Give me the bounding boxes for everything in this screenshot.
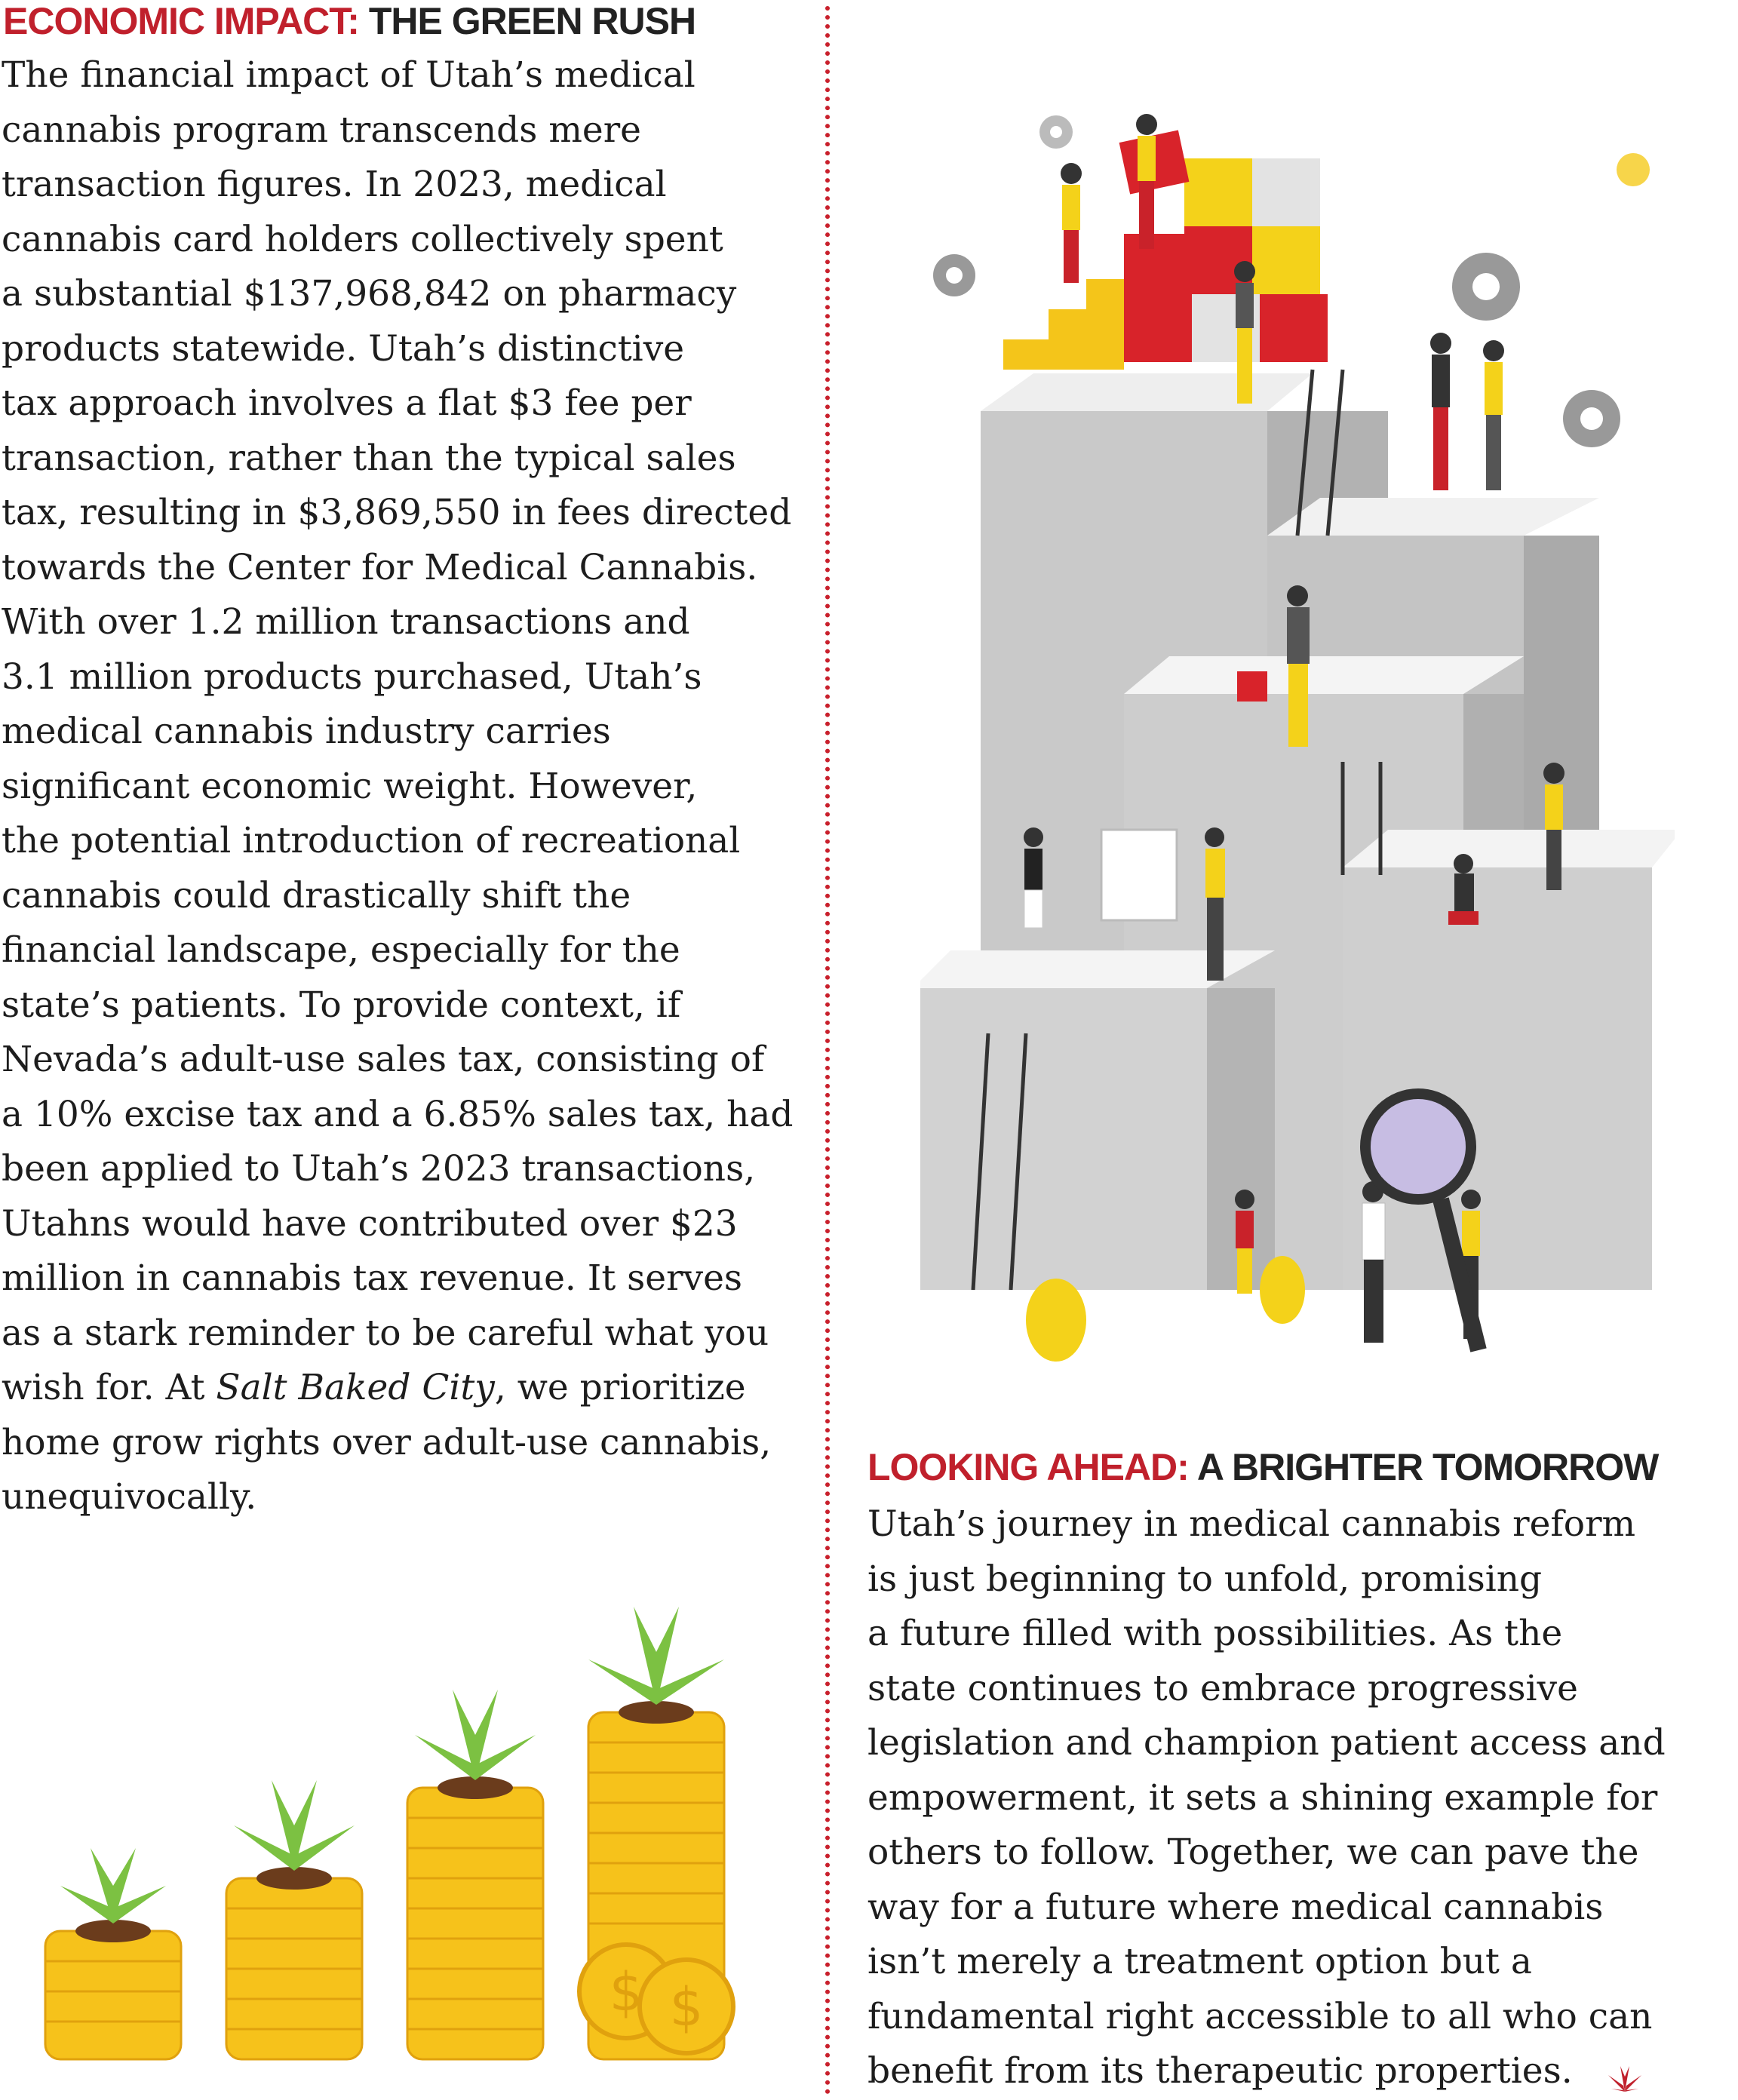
- looking-ahead-body: [867, 1497, 1666, 2099]
- body-line: way for a future where medical cannabis: [867, 1886, 1604, 1928]
- body-line: With over 1.2 million transactions and: [2, 601, 690, 643]
- body-line: medical cannabis industry carries: [2, 711, 611, 752]
- heading-lead: LOOKING AHEAD:: [867, 1446, 1189, 1488]
- body-line: Utah’s journey in medical cannabis reform: [867, 1503, 1636, 1545]
- body-line: Utahns would have contributed over $23: [2, 1202, 738, 1245]
- body-line: a substantial $137,968,842 on pharmacy: [2, 273, 737, 315]
- body-line: home grow rights over adult-use cannabis,: [2, 1421, 772, 1463]
- body-line: transaction, rather than the typical sales: [2, 437, 736, 479]
- looking-ahead-heading: [867, 1445, 1658, 1490]
- body-line: is just beginning to unfold, promising: [867, 1558, 1543, 1600]
- body-line: state continues to embrace progressive: [867, 1667, 1578, 1709]
- body-line: the potential introduction of recreational: [2, 820, 741, 861]
- body-line: 3.1 million products purchased, Utah’s: [2, 655, 702, 698]
- body-text-fragment: , we prioritize: [494, 1367, 746, 1408]
- economic-impact-heading: [3, 0, 696, 44]
- body-line: cannabis program transcends mere: [2, 109, 641, 151]
- teamwork-illustration: [920, 113, 1675, 1365]
- heading-lead: ECONOMIC IMPACT:: [3, 0, 359, 42]
- body-line: state’s patients. To provide context, if: [2, 984, 681, 1026]
- body-line: towards the Center for Medical Cannabis.: [2, 546, 758, 588]
- svg-text:$: $: [669, 1976, 704, 2038]
- body-line: Nevada’s adult-use sales tax, consisting of: [2, 1039, 765, 1080]
- publication-name: Salt Baked City: [216, 1367, 495, 1408]
- body-line: The financial impact of Utah’s medical: [2, 54, 696, 96]
- coins-illustration: [30, 1599, 785, 2082]
- body-line: fundamental right accessible to all who can: [867, 1995, 1653, 2037]
- body-text-fragment: wish for. At: [2, 1367, 216, 1408]
- body-line: tax approach involves a flat $3 fee per: [2, 382, 692, 424]
- body-line: empowerment, it sets a shining example for: [867, 1776, 1658, 1819]
- body-line: as a stark reminder to be careful what you: [2, 1312, 769, 1354]
- body-line: unequivocally.: [2, 1476, 257, 1518]
- body-line: cannabis could drastically shift the: [2, 874, 631, 916]
- body-line: benefit from its therapeutic properties.: [867, 2050, 1573, 2092]
- body-line: cannabis card holders collectively spent: [2, 218, 723, 260]
- economic-impact-body: [2, 48, 794, 1525]
- svg-text:$: $: [609, 1961, 643, 2023]
- cannabis-leaf-icon: [1605, 2055, 1644, 2095]
- body-line: tax, resulting in $3,869,550 in fees directed: [2, 492, 792, 533]
- heading-rest: A BRIGHTER TOMORROW: [1196, 1446, 1659, 1488]
- body-line: isn’t merely a treatment option but a: [867, 1941, 1532, 1982]
- body-line: others to follow. Together, we can pave the: [867, 1831, 1639, 1873]
- body-line: significant economic weight. However,: [2, 765, 698, 807]
- body-line: [2, 1361, 794, 1416]
- body-line: a future filled with possibilities. As the: [867, 1613, 1563, 1654]
- body-line: million in cannabis tax revenue. It serves: [2, 1257, 743, 1299]
- heading-rest: THE GREEN RUSH: [368, 0, 696, 42]
- column-divider: [825, 6, 830, 2095]
- body-line: financial landscape, especially for the: [2, 929, 680, 971]
- body-line: products statewide. Utah’s distinctive: [2, 327, 685, 370]
- body-line: a 10% excise tax and a 6.85% sales tax, had: [2, 1093, 794, 1135]
- body-line: transaction figures. In 2023, medical: [2, 164, 667, 205]
- body-line: legislation and champion patient access and: [867, 1722, 1666, 1764]
- body-line: been applied to Utah’s 2023 transactions,: [2, 1148, 756, 1190]
